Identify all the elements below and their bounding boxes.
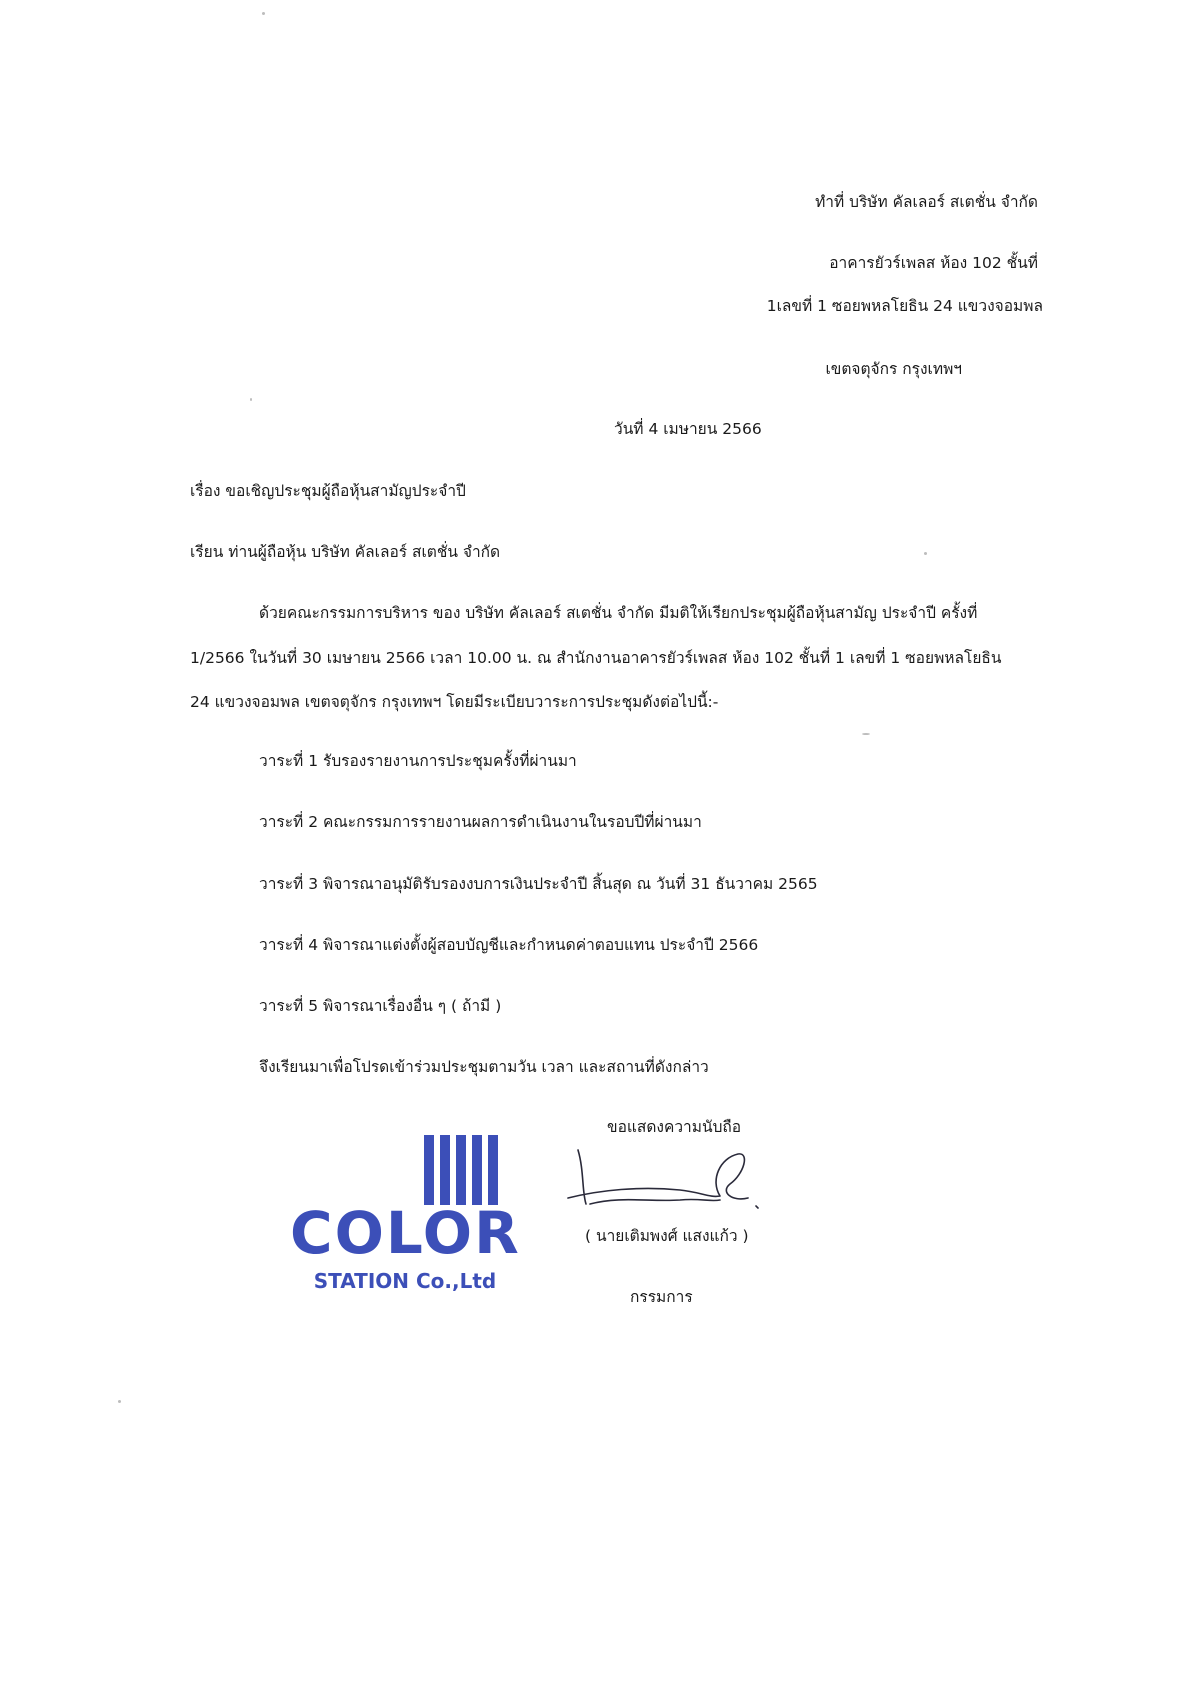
letter-date: วันที่ 4 เมษายน 2566 (614, 420, 762, 438)
regards: ขอแสดงความนับถือ (607, 1118, 742, 1136)
signer-position: กรรมการ (630, 1288, 693, 1306)
signer-name: ( นายเติมพงศ์ แสงแก้ว ) (585, 1227, 749, 1245)
address-line-4: เขตจตุจักร กรุงเทพฯ (825, 360, 962, 378)
body-line-3: 24 แขวงจอมพล เขตจตุจักร กรุงเทพฯ โดยมีระเบียบวาระการประชุมดังต่อไปนี้:- (190, 693, 719, 711)
address-line-3: 1เลขที่ 1 ซอยพหลโยธิน 24 แขวงจอมพล (766, 297, 1043, 315)
address-line-1: ทำที่ บริษัท คัลเลอร์ สเตชั่น จำกัด (815, 193, 1038, 211)
address-line-2: อาคารยัวร์เพลส ห้อง 102 ชั้นที่ (829, 254, 1038, 272)
company-logo (290, 1135, 521, 1293)
scan-speck (862, 733, 870, 735)
scan-speck (262, 12, 265, 15)
signature-icon (560, 1140, 770, 1220)
scan-speck (924, 552, 927, 555)
logo-bars-icon (424, 1135, 498, 1205)
body-line-1: ด้วยคณะกรรมการบริหาร ของ บริษัท คัลเลอร์ สเตชั่น จำกัด มีมติให้เรียกประชุมผู้ถือหุ้นสามัญ ประจำปี ครั้งที่ (259, 604, 978, 622)
logo-subtitle: STATION Co.,Ltd (313, 1269, 497, 1293)
agenda-item-5: วาระที่ 5 พิจารณาเรื่องอื่น ๆ ( ถ้ามี ) (259, 997, 502, 1015)
letter-subject: เรื่อง ขอเชิญประชุมผู้ถือหุ้นสามัญประจำปี (190, 482, 466, 500)
scan-speck (250, 398, 252, 401)
agenda-item-3: วาระที่ 3 พิจารณาอนุมัติรับรองงบการเงินประจำปี สิ้นสุด ณ วันที่ 31 ธันวาคม 2565 (259, 875, 818, 893)
logo-word: COLOR (290, 1199, 521, 1267)
scan-speck (118, 1400, 121, 1403)
agenda-item-4: วาระที่ 4 พิจารณาแต่งตั้งผู้สอบบัญชีและกำหนดค่าตอบแทน ประจำปี 2566 (259, 936, 759, 954)
body-line-2: 1/2566 ในวันที่ 30 เมษายน 2566 เวลา 10.00 น. ณ สำนักงานอาคารยัวร์เพลส ห้อง 102 ชั้นที่ 1 เลขที่ 1 ซอยพหลโยธิน (190, 649, 1002, 667)
letter-recipient: เรียน ท่านผู้ถือหุ้น บริษัท คัลเลอร์ สเตชั่น จำกัด (190, 543, 501, 561)
closing-line: จึงเรียนมาเพื่อโปรดเข้าร่วมประชุมตามวัน เวลา และสถานที่ดังกล่าว (259, 1058, 709, 1076)
agenda-item-1: วาระที่ 1 รับรองรายงานการประชุมครั้งที่ผ่านมา (259, 752, 577, 770)
agenda-item-2: วาระที่ 2 คณะกรรมการรายงานผลการดำเนินงานในรอบปีที่ผ่านมา (259, 813, 702, 831)
